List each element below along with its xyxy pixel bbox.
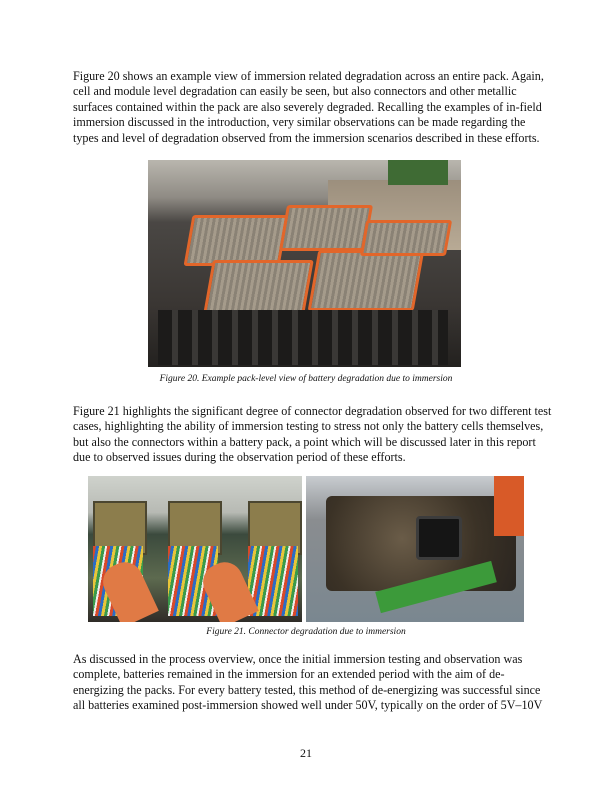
orange-part bbox=[494, 476, 524, 536]
battery-module bbox=[360, 220, 452, 256]
battery-module bbox=[279, 205, 373, 251]
battery-module bbox=[184, 215, 289, 266]
body-paragraph: Figure 20 shows an example view of immersion related degradation across an entire pack. Again, cell and module level degradation can easily be seen, but also connectors and other metallic surfaces contained within the pack are also severely degraded. Recalling the examples of in-field immersion discussed in the introduction, very similar observations can be made regarding the types and level of degradation observed from the immersion scenarios described in these efforts. bbox=[73, 69, 544, 145]
page-number: 21 bbox=[300, 746, 312, 760]
figure-21-connectors-photo-left bbox=[88, 476, 302, 622]
body-paragraph: As discussed in the process overview, once the initial immersion testing and observation was complete, batteries remained in the immersion for an extended period with the aim of de-energizing the packs. For every battery tested, this method of de-energizing was successful since all batteries examined post-immersion showed well under 50V, typically on the order of 5V–10V bbox=[73, 652, 543, 713]
figure-20-battery-pack-photo bbox=[148, 160, 461, 367]
battery-module bbox=[308, 250, 425, 311]
body-paragraph: Figure 21 highlights the significant degree of connector degradation observed for two different test cases, highlighting the ability of immersion testing to stress not only the battery cells themselves, but also the connectors within a battery pack, a point which will be discussed later in this report due to observed issues during the observation period of these efforts. bbox=[73, 404, 552, 465]
pack-rack bbox=[158, 310, 448, 365]
photo-background bbox=[388, 160, 448, 185]
figure-caption: Figure 20. Example pack-level view of battery degradation due to immersion bbox=[159, 374, 453, 384]
connector-port bbox=[416, 516, 462, 560]
battery-module bbox=[203, 260, 314, 314]
figure-caption: Figure 21. Connector degradation due to immersion bbox=[206, 627, 406, 637]
figure-21-connectors-photo-right bbox=[306, 476, 524, 622]
